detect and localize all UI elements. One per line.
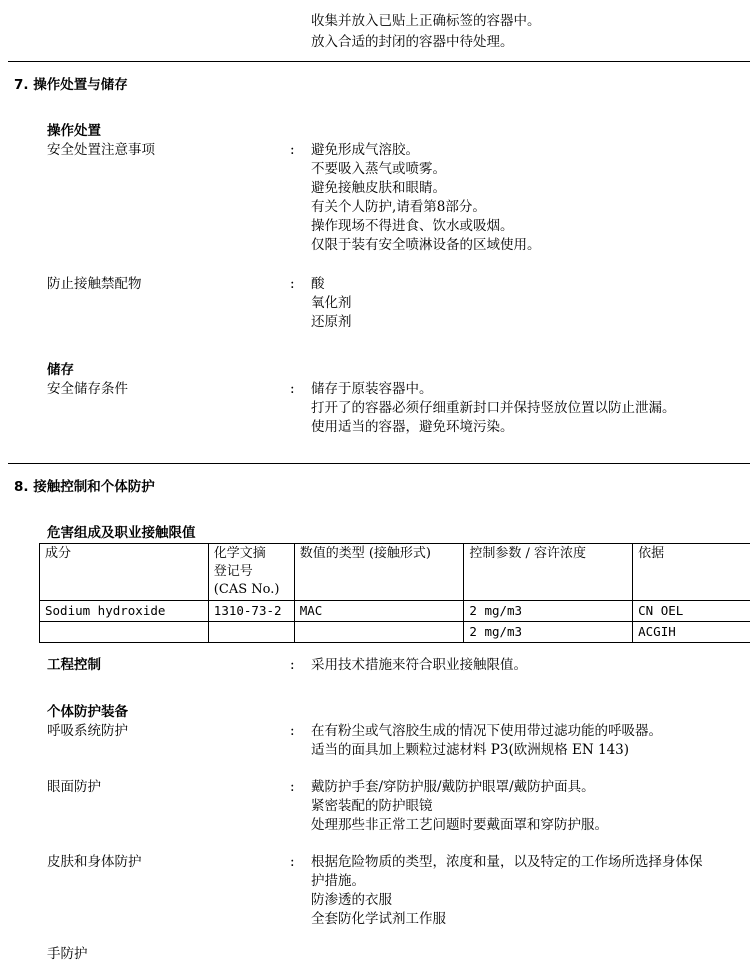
safe-handling-label: 安全处置注意事项 (47, 142, 155, 158)
value-line: 紧密装配的防护眼镜 (311, 798, 433, 814)
cell-basis: ACGIH (633, 622, 750, 643)
cell-component: Sodium hydroxide (40, 601, 209, 622)
value-line: 处理那些非正常工艺问题时要戴面罩和穿防护服。 (311, 817, 608, 833)
value-line: 储存于原装容器中。 (311, 381, 433, 397)
table-row (40, 622, 750, 643)
handling-heading: 操作处置 (47, 123, 101, 139)
header-cas-line: 化学文摘 (213, 546, 266, 561)
prev-section-line-2: 放入合适的封闭的容器中待处理。 (311, 34, 514, 50)
value-line: 打开了的容器必须仔细重新封口并保持竖放位置以防止泄漏。 (311, 400, 676, 416)
section-divider (8, 463, 750, 464)
value-line: 全套防化学试剂工作服 (311, 911, 446, 927)
eye-protection-label: 眼面防护 (47, 779, 101, 795)
value-line: 避免形成气溶胶。 (311, 142, 419, 158)
value-line: 护措施。 (311, 873, 365, 889)
header-value-type: 数值的类型 (接触形式) (294, 544, 464, 601)
value-line: 酸 (311, 276, 325, 292)
skin-protection-label: 皮肤和身体防护 (47, 854, 142, 870)
hand-protection-label: 手防护 (47, 946, 88, 962)
value-line: 不要吸入蒸气或喷雾。 (311, 161, 446, 177)
header-cas (208, 544, 294, 601)
cell-value-type (294, 622, 464, 643)
colon: : (290, 657, 295, 673)
storage-conditions-values (311, 380, 676, 437)
colon: : (290, 142, 295, 158)
engineering-controls-label: 工程控制 (47, 657, 101, 673)
exposure-limits-heading: 危害组成及职业接触限值 (47, 525, 196, 541)
section-divider (8, 61, 750, 62)
value-line: 还原剂 (311, 314, 352, 330)
value-line: 有关个人防护,请看第8部分。 (311, 199, 486, 215)
storage-heading: 储存 (47, 362, 74, 378)
value-line: 根据危险物质的类型，浓度和量，以及特定的工作场所选择身体保 (311, 854, 703, 870)
incompatible-values (311, 275, 352, 332)
section-8-title: 8. 接触控制和个体防护 (14, 479, 155, 495)
cell-control-params: 2 mg/m3 (464, 622, 633, 643)
header-control-params: 控制参数 / 容许浓度 (464, 544, 633, 601)
value-line: 戴防护手套/穿防护服/戴防护眼罩/戴防护面具。 (311, 779, 595, 795)
value-line: 适当的面具加上颗粒过滤材料 P3(欧洲规格 EN 143) (311, 742, 630, 758)
cell-component (40, 622, 209, 643)
cell-value-type: MAC (294, 601, 464, 622)
cell-control-params: 2 mg/m3 (464, 601, 633, 622)
value-line: 操作现场不得进食、饮水或吸烟。 (311, 218, 514, 234)
engineering-controls-value: 采用技术措施来符合职业接触限值。 (311, 657, 527, 673)
respiratory-label: 呼吸系统防护 (47, 723, 128, 739)
value-line: 氧化剂 (311, 295, 352, 311)
cell-basis: CN OEL (633, 601, 750, 622)
value-line: 防渗透的衣服 (311, 892, 392, 908)
header-cas-line: (CAS No.) (213, 582, 280, 597)
skin-protection-values (311, 853, 703, 929)
prev-section-line-1: 收集并放入已贴上正确标签的容器中。 (311, 13, 541, 29)
ppe-heading: 个体防护装备 (47, 704, 128, 720)
value-line: 使用适当的容器，避免环境污染。 (311, 419, 514, 435)
storage-conditions-label: 安全储存条件 (47, 381, 128, 397)
colon: : (290, 276, 295, 292)
exposure-limits-table (39, 543, 750, 643)
value-line: 仅限于装有安全喷淋设备的区域使用。 (311, 237, 541, 253)
cell-cas: 1310-73-2 (208, 601, 294, 622)
table-row (40, 601, 750, 622)
value-line: 在有粉尘或气溶胶生成的情况下使用带过滤功能的呼吸器。 (311, 723, 662, 739)
table-header-row (40, 544, 750, 601)
colon: : (290, 723, 295, 739)
header-component: 成分 (40, 544, 209, 601)
cell-cas (208, 622, 294, 643)
header-basis: 依据 (633, 544, 750, 601)
colon: : (290, 779, 295, 795)
safe-handling-values (311, 141, 541, 255)
colon: : (290, 381, 295, 397)
header-cas-line: 登记号 (213, 564, 253, 579)
respiratory-values (311, 722, 662, 760)
incompatible-label: 防止接触禁配物 (47, 276, 142, 292)
value-line: 避免接触皮肤和眼睛。 (311, 180, 446, 196)
section-7-title: 7. 操作处置与储存 (14, 77, 128, 93)
colon: : (290, 854, 295, 870)
eye-protection-values (311, 778, 608, 835)
